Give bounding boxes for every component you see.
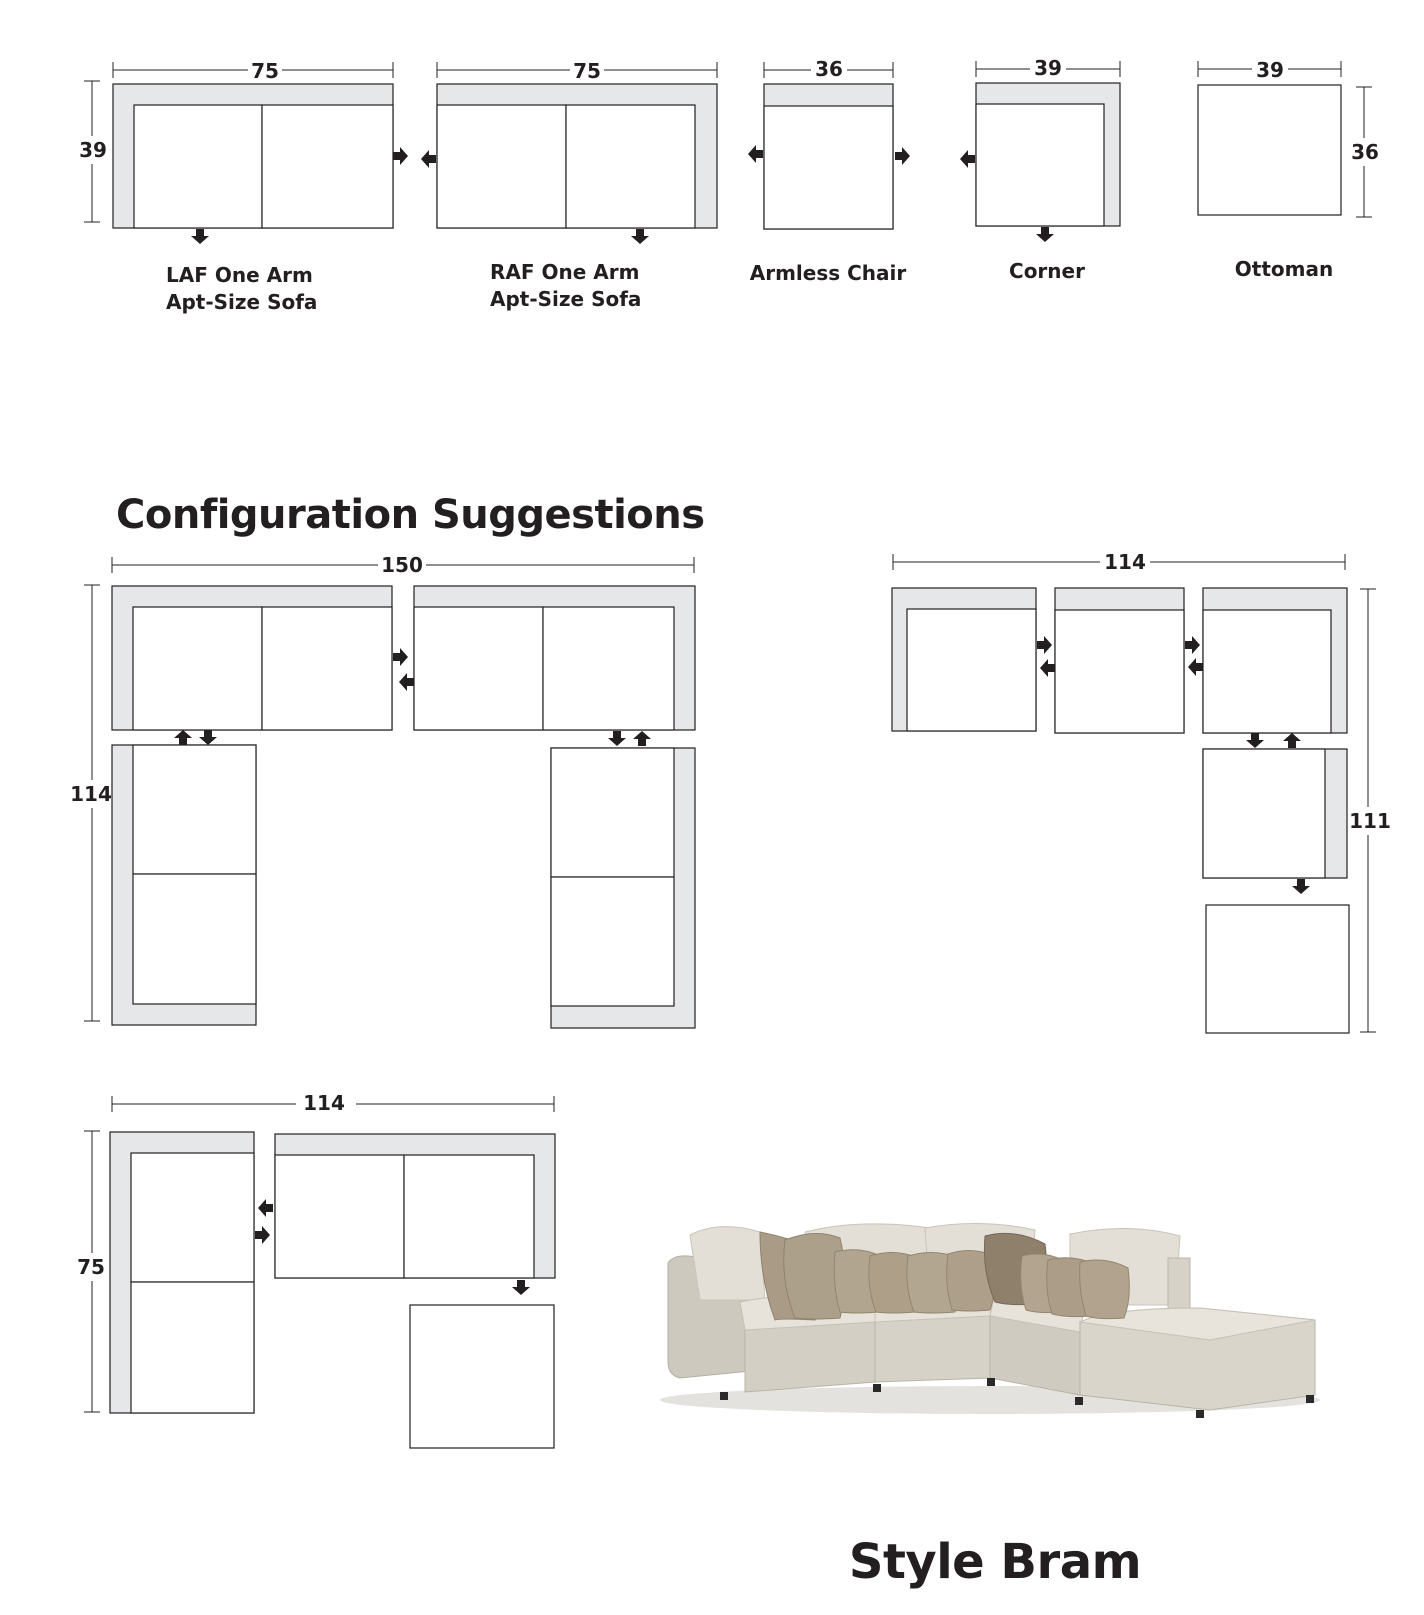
- style-name: Style Bram: [848, 1534, 1142, 1590]
- corner-label: Corner: [1009, 259, 1085, 283]
- chair-label: Armless Chair: [749, 261, 907, 285]
- laf-label-line2: Apt-Size Sofa: [166, 290, 318, 314]
- laf-depth-label: 39: [79, 138, 107, 162]
- u-shape-configuration: [70, 552, 695, 1028]
- chair-width-label: 36: [815, 57, 843, 81]
- sectional-photo-illustration: [660, 1223, 1320, 1418]
- ottoman-depth-label: 36: [1351, 140, 1379, 164]
- u-width-label: 150: [381, 553, 423, 577]
- raf-label-line1: RAF One Arm: [490, 260, 640, 284]
- ottoman-diagram: [1198, 57, 1382, 281]
- raf-sofa-diagram: [421, 58, 717, 311]
- raf-label-line2: Apt-Size Sofa: [490, 287, 642, 311]
- laf-width-label: 75: [251, 59, 279, 83]
- l-shape-configuration: [892, 549, 1391, 1033]
- ottoman-label: Ottoman: [1234, 257, 1334, 281]
- u-depth-label: 114: [70, 782, 112, 806]
- l-depth-label: 111: [1349, 809, 1391, 833]
- small-configuration: [74, 1090, 555, 1448]
- corner-diagram: [960, 55, 1120, 283]
- laf-label-line1: LAF One Arm: [166, 263, 313, 287]
- corner-width-label: 39: [1034, 56, 1062, 80]
- armless-chair-diagram: [748, 56, 910, 285]
- config-heading: Configuration Suggestions: [116, 492, 705, 538]
- l-width-label: 114: [1104, 550, 1146, 574]
- small-depth-label: 75: [77, 1255, 105, 1279]
- raf-width-label: 75: [573, 59, 601, 83]
- laf-sofa-diagram: [76, 58, 408, 314]
- small-width-label: 114: [303, 1091, 345, 1115]
- ottoman-width-label: 39: [1256, 58, 1284, 82]
